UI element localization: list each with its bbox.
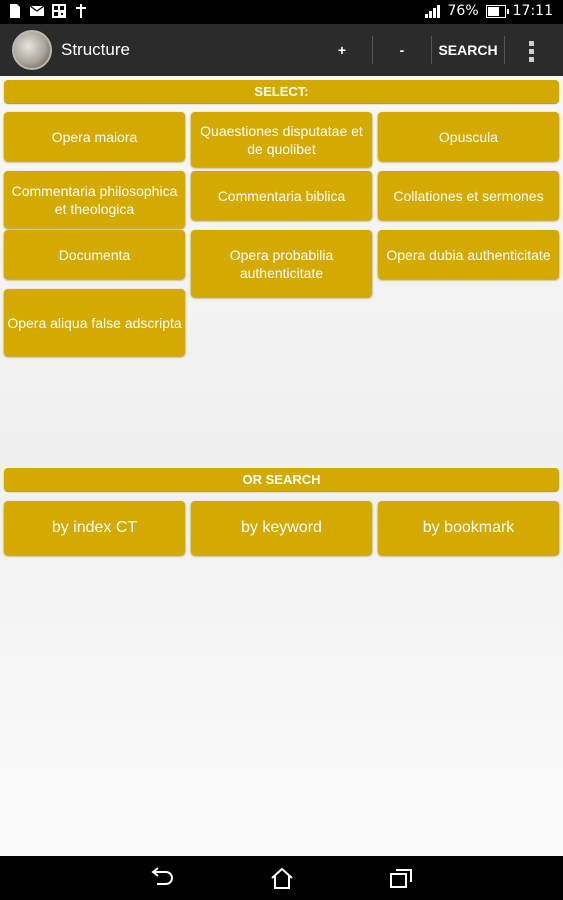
search-by-keyword-button[interactable]: by keyword bbox=[191, 501, 372, 555]
content-area bbox=[0, 76, 563, 856]
tile-commentaria-philosophica[interactable]: Commentaria philosophica et theologica bbox=[4, 171, 185, 228]
page-title: Structure bbox=[61, 40, 130, 59]
tile-opera-probabilia[interactable]: Opera probabilia authenticitate bbox=[191, 230, 372, 297]
clock: 17:11 bbox=[512, 3, 553, 19]
status-bar bbox=[0, 0, 563, 24]
back-icon[interactable] bbox=[149, 866, 175, 890]
tile-opera-maiora[interactable]: Opera maiora bbox=[4, 112, 185, 161]
document-icon bbox=[8, 4, 22, 18]
search-header: OR SEARCH bbox=[4, 468, 559, 491]
tile-collationes-et-sermones[interactable]: Collationes et sermones bbox=[378, 171, 559, 220]
search-by-bookmark-button[interactable]: by bookmark bbox=[378, 501, 559, 555]
action-bar bbox=[0, 24, 563, 76]
home-icon[interactable] bbox=[269, 866, 295, 890]
cross-icon bbox=[74, 4, 88, 18]
notification-icons bbox=[8, 4, 88, 18]
tile-opuscula[interactable]: Opuscula bbox=[378, 112, 559, 161]
tile-opera-aliqua-false[interactable]: Opera aliqua false adscripta bbox=[4, 289, 185, 356]
action-divider bbox=[372, 36, 373, 64]
action-divider bbox=[504, 36, 505, 64]
battery-percent: 76% bbox=[447, 3, 479, 19]
qr-icon bbox=[52, 4, 66, 18]
tile-documenta[interactable]: Documenta bbox=[4, 230, 185, 279]
tile-quaestiones-disputatae[interactable]: Quaestiones disputatae et de quolibet bbox=[191, 112, 372, 167]
battery-icon bbox=[486, 5, 506, 18]
navigation-bar bbox=[0, 856, 563, 900]
zoom-in-button[interactable]: + bbox=[337, 42, 347, 58]
zoom-out-button[interactable]: - bbox=[399, 42, 405, 58]
recent-apps-icon[interactable] bbox=[388, 866, 414, 890]
signal-icon bbox=[425, 4, 441, 18]
tile-opera-dubia[interactable]: Opera dubia authenticitate bbox=[378, 230, 559, 279]
system-status bbox=[425, 3, 553, 19]
action-divider bbox=[431, 36, 432, 64]
search-by-index-button[interactable]: by index CT bbox=[4, 501, 185, 555]
app-logo-icon[interactable] bbox=[12, 30, 52, 70]
select-header: SELECT: bbox=[4, 80, 559, 103]
tile-commentaria-biblica[interactable]: Commentaria biblica bbox=[191, 171, 372, 220]
overflow-menu-icon[interactable] bbox=[529, 41, 535, 65]
mail-icon bbox=[30, 4, 44, 18]
search-button[interactable]: SEARCH bbox=[438, 42, 498, 58]
